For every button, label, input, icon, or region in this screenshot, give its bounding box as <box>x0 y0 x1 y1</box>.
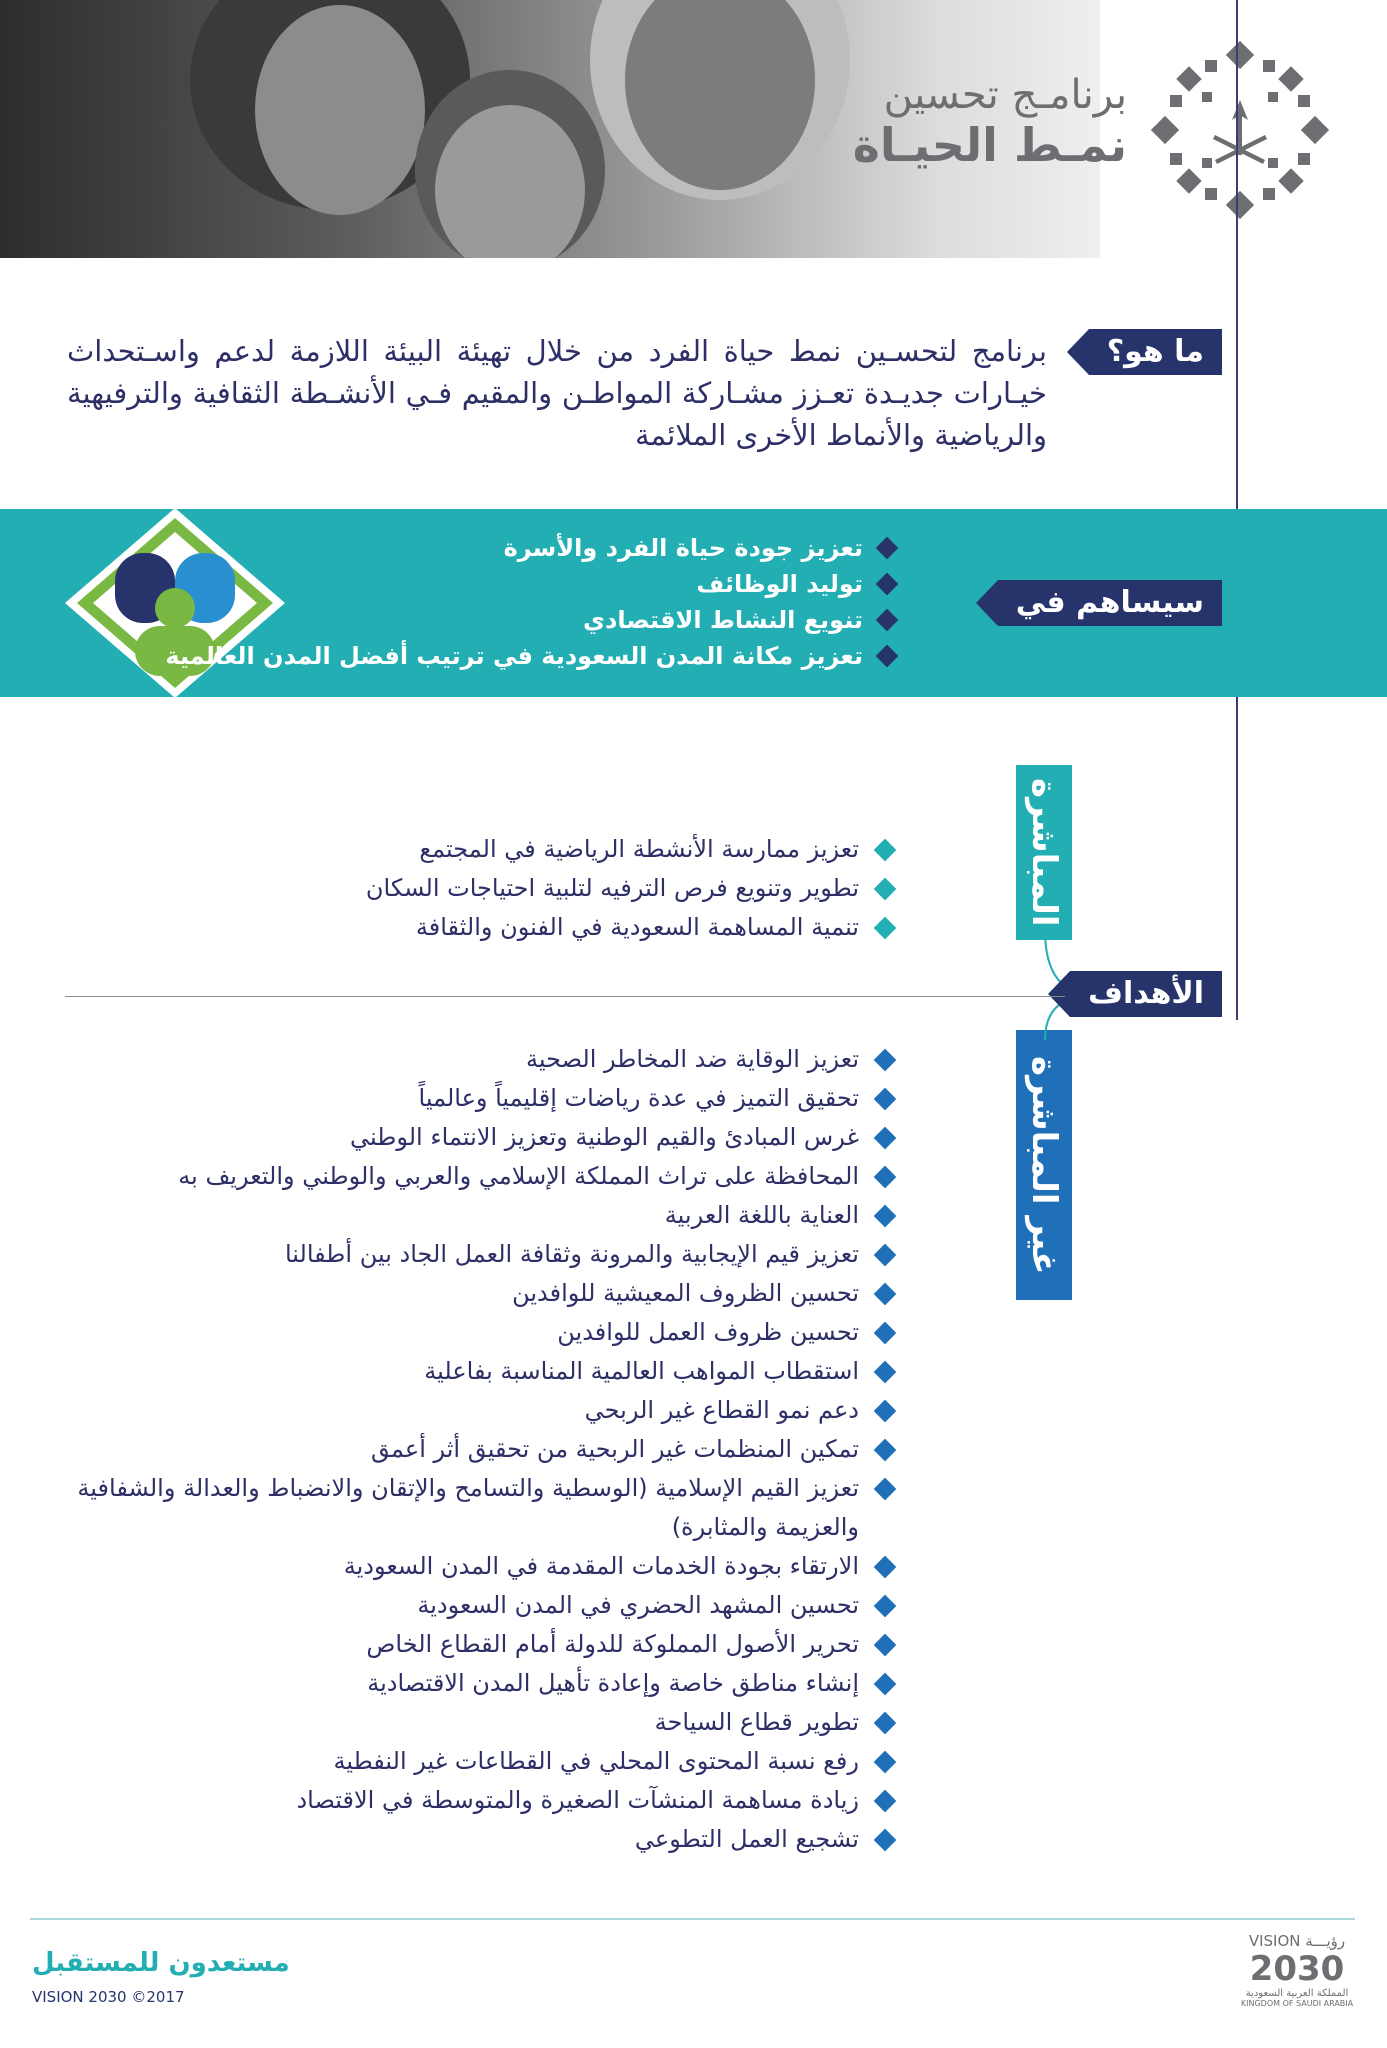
program-description: برنامج لتحسـين نمط حياة الفرد من خلال تهيئة البيئة اللازمة لدعم واسـتحداث خيـارات جديـدة تعـزز مشـاركة المواطـن والمقيم فـي الأنشـطة الثقافية والترفيهية والرياضية والأنماط الأخرى الملائمة <box>67 334 1047 452</box>
what-is-it-label: ما هو؟ <box>1089 329 1222 375</box>
direct-goals-list <box>366 830 897 947</box>
contribution-list <box>165 530 897 674</box>
list-item: زيادة مساهمة المنشآت الصغيرة والمتوسطة في الاقتصاد <box>67 1781 897 1820</box>
direct-goals-tab: المباشرة <box>1016 765 1072 940</box>
list-item: العناية باللغة العربية <box>67 1196 897 1235</box>
list-item: غرس المبادئ والقيم الوطنية وتعزيز الانتماء الوطني <box>67 1118 897 1157</box>
list-item: تحسين المشهد الحضري في المدن السعودية <box>67 1586 897 1625</box>
list-item: الارتقاء بجودة الخدمات المقدمة في المدن السعودية <box>67 1547 897 1586</box>
footer-divider <box>30 1918 1355 1920</box>
kingdom-ar: المملكة العربية السعودية <box>1245 1988 1349 1999</box>
list-item: تعزيز ممارسة الأنشطة الرياضية في المجتمع <box>366 830 897 869</box>
indirect-goals-tab: غير المباشرة <box>1016 1030 1072 1300</box>
list-item: توليد الوظائف <box>165 566 897 602</box>
goals-divider-top <box>1236 730 1238 1020</box>
list-item: رفع نسبة المحتوى المحلي في القطاعات غير النفطية <box>67 1742 897 1781</box>
list-item: تعزيز قيم الإيجابية والمرونة وثقافة العمل الجاد بين أطفالنا <box>67 1235 897 1274</box>
list-item: استقطاب المواهب العالمية المناسبة بفاعلية <box>67 1352 897 1391</box>
list-item: تمكين المنظمات غير الربحية من تحقيق أثر أعمق <box>67 1430 897 1469</box>
list-item: تحقيق التميز في عدة رياضات إقليمياً وعالمياً <box>67 1079 897 1118</box>
goals-divider-line <box>65 996 1065 997</box>
vision-2030-logo <box>1232 1932 1362 2042</box>
list-item: تحسين الظروف المعيشية للوافدين <box>67 1274 897 1313</box>
list-item: إنشاء مناطق خاصة وإعادة تأهيل المدن الاقتصادية <box>67 1664 897 1703</box>
list-item: تعزيز القيم الإسلامية (الوسطية والتسامح والإتقان والانضباط والعدالة والشفافية والعزيمة والمثابرة) <box>67 1469 897 1547</box>
footer-slogan: مستعدون للمستقبل <box>32 1948 290 1978</box>
contributes-label: سيساهم في <box>998 580 1222 626</box>
goals-label: الأهداف <box>1070 971 1222 1017</box>
list-item: تنويع النشاط الاقتصادي <box>165 602 897 638</box>
list-item: تعزيز الوقاية ضد المخاطر الصحية <box>67 1040 897 1079</box>
list-item: تطوير قطاع السياحة <box>67 1703 897 1742</box>
program-title-line2: نمـط الحيـاة <box>852 118 1127 172</box>
indirect-goals-list <box>67 1040 897 1859</box>
list-item: تطوير وتنويع فرص الترفيه لتلبية احتياجات السكان <box>366 869 897 908</box>
program-title-line1: برنامـج تحسين <box>883 72 1127 118</box>
list-item: تحسين ظروف العمل للوافدين <box>67 1313 897 1352</box>
vision-year: 2030 <box>1249 1949 1345 1989</box>
list-item: المحافظة على تراث المملكة الإسلامي والعربي والوطني والتعريف به <box>67 1157 897 1196</box>
vision-en: VISION <box>1248 1932 1301 1950</box>
kingdom-en: KINGDOM OF SAUDI ARABIA <box>1240 1999 1354 2008</box>
list-item: تنمية المساهمة السعودية في الفنون والثقافة <box>366 908 897 947</box>
list-item: تحرير الأصول المملوكة للدولة أمام القطاع الخاص <box>67 1625 897 1664</box>
list-item: تعزيز جودة حياة الفرد والأسرة <box>165 530 897 566</box>
program-emblem <box>1150 40 1330 220</box>
vision-ar: رؤيـــة <box>1305 1932 1346 1950</box>
footer-copyright: VISION 2030 ©2017 <box>32 1988 185 2006</box>
list-item: دعم نمو القطاع غير الربحي <box>67 1391 897 1430</box>
list-item: تشجيع العمل التطوعي <box>67 1820 897 1859</box>
list-item: تعزيز مكانة المدن السعودية في ترتيب أفضل المدن العالمية <box>165 638 897 674</box>
